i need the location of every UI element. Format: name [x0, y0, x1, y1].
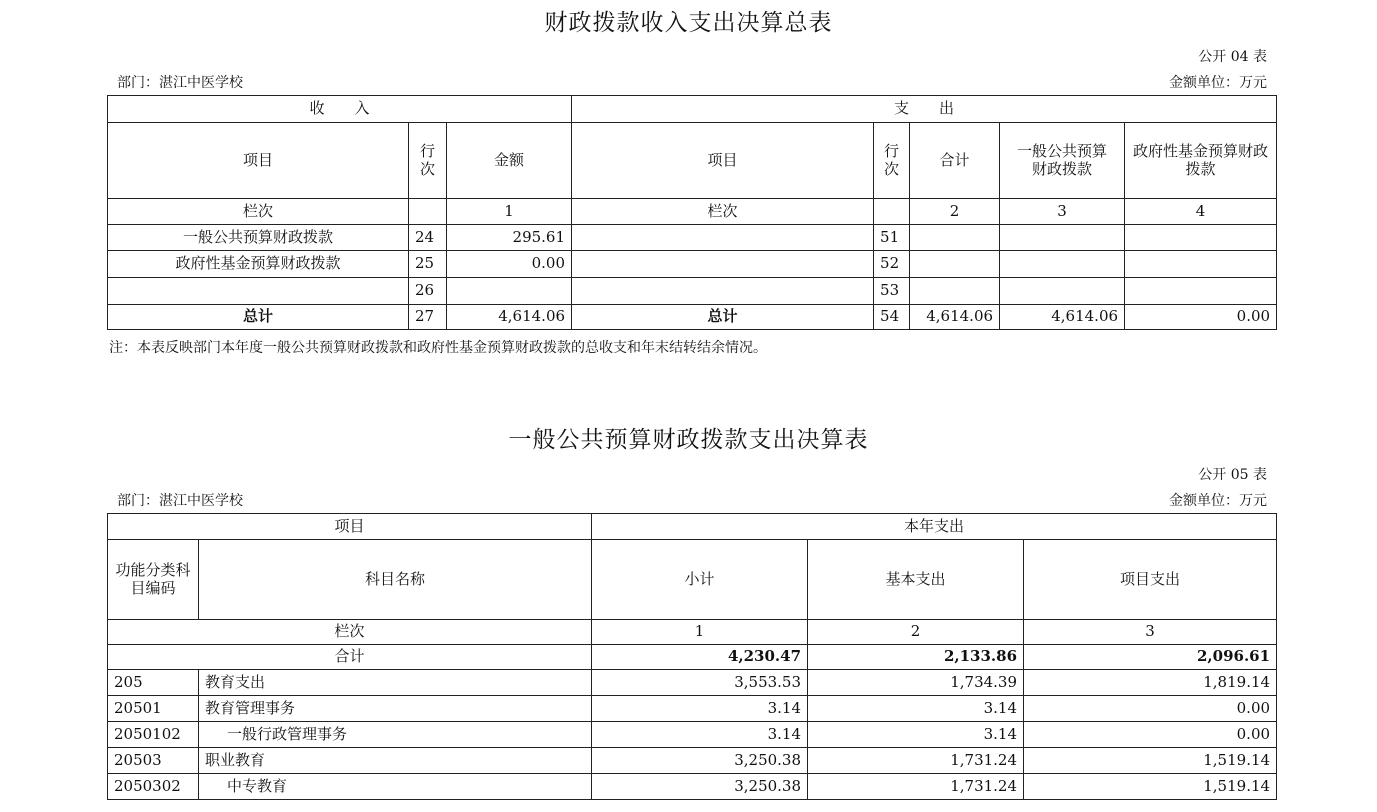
- project-value: 0.00: [1024, 696, 1277, 722]
- lanci-number: 4: [1125, 199, 1277, 225]
- lanci-number: 1: [447, 199, 572, 225]
- expense-fund-header: 政府性基金预算财政拨款: [1125, 123, 1277, 199]
- expense-row-number: 54: [874, 305, 910, 330]
- function-code: 20503: [108, 748, 199, 774]
- table2-department: 部门：湛江中医学校: [117, 493, 243, 509]
- expense-general: [1000, 278, 1125, 305]
- expense-total-header: 合计: [910, 123, 1000, 199]
- lanci-number: 1: [592, 620, 808, 645]
- subtotal-value: 3,250.38: [592, 748, 808, 774]
- expense-total: [910, 278, 1000, 305]
- table-row-total: [108, 305, 1277, 330]
- income-item: 政府性基金预算财政拨款: [108, 251, 409, 278]
- subject-name-header: 科目名称: [199, 540, 592, 620]
- project-value: 1,519.14: [1024, 774, 1277, 800]
- table1-title: 财政拨款收入支出决算总表: [544, 10, 833, 36]
- expense-total: [910, 251, 1000, 278]
- income-header: 收 入: [108, 96, 572, 123]
- item-header: 项目: [108, 514, 592, 540]
- lanci-number: 2: [808, 620, 1024, 645]
- table1-note: 注：本表反映部门本年度一般公共预算财政拨款和政府性基金预算财政拨款的总收支和年末结转结余情况。: [109, 340, 767, 356]
- table1-summary: [107, 95, 1277, 330]
- income-item-header: 项目: [108, 123, 409, 199]
- income-row-number: 24: [409, 225, 447, 251]
- expense-general: [1000, 225, 1125, 251]
- lanci-label: 栏次: [108, 620, 592, 645]
- basic-spend-header: 基本支出: [808, 540, 1024, 620]
- expense-row-number: 52: [874, 251, 910, 278]
- income-row-number: 27: [409, 305, 447, 330]
- function-code: 2050302: [108, 774, 199, 800]
- basic-value: 3.14: [808, 722, 1024, 748]
- expense-total: [910, 225, 1000, 251]
- expense-row-header: 行次: [874, 123, 910, 199]
- expense-fund: [1125, 225, 1277, 251]
- total-label: 合计: [108, 645, 592, 670]
- expense-fund: [1125, 251, 1277, 278]
- subtotal-value: 3,250.38: [592, 774, 808, 800]
- income-grand-total-label: 总计: [108, 305, 409, 330]
- lanci-number: 2: [910, 199, 1000, 225]
- table2-title: 一般公共预算财政拨款支出决算表: [508, 427, 869, 453]
- table1-department: 部门：湛江中医学校: [117, 75, 243, 91]
- function-code-header: 功能分类科目编码: [108, 540, 199, 620]
- table-row: [108, 774, 1277, 800]
- table2-code: 公开 05 表: [1198, 467, 1267, 483]
- expense-fund: [1125, 278, 1277, 305]
- table2-expenditure: [107, 513, 1277, 800]
- expense-item-header: 项目: [572, 123, 874, 199]
- project-value: 1,519.14: [1024, 748, 1277, 774]
- table-row: [108, 696, 1277, 722]
- lanci-label: 栏次: [108, 199, 409, 225]
- total-basic: 2,133.86: [808, 645, 1024, 670]
- expense-item: [572, 251, 874, 278]
- expense-row-number: 51: [874, 225, 910, 251]
- income-amount: [447, 278, 572, 305]
- subtotal-value: 3.14: [592, 722, 808, 748]
- table-row: [108, 670, 1277, 696]
- project-value: 1,819.14: [1024, 670, 1277, 696]
- project-spend-header: 项目支出: [1024, 540, 1277, 620]
- basic-value: 1,731.24: [808, 748, 1024, 774]
- lanci-number: 3: [1024, 620, 1277, 645]
- income-amount-header: 金额: [447, 123, 572, 199]
- expense-item: [572, 278, 874, 305]
- income-row-number: 25: [409, 251, 447, 278]
- subject-name: 一般行政管理事务: [199, 722, 592, 748]
- function-code: 2050102: [108, 722, 199, 748]
- total-subtotal: 4,230.47: [592, 645, 808, 670]
- income-item: 一般公共预算财政拨款: [108, 225, 409, 251]
- table-row: [108, 722, 1277, 748]
- current-year-spend-header: 本年支出: [592, 514, 1277, 540]
- subject-name: 职业教育: [199, 748, 592, 774]
- income-grand-total: 4,614.06: [447, 305, 572, 330]
- subtotal-value: 3.14: [592, 696, 808, 722]
- table1-unit: 金额单位：万元: [1169, 75, 1267, 91]
- expense-grand-total-label: 总计: [572, 305, 874, 330]
- income-amount: 295.61: [447, 225, 572, 251]
- expense-fund-total: 0.00: [1125, 305, 1277, 330]
- basic-value: 1,731.24: [808, 774, 1024, 800]
- income-row-header: 行次: [409, 123, 447, 199]
- table-row: [108, 748, 1277, 774]
- expense-row-number: 53: [874, 278, 910, 305]
- table-row: [108, 225, 1277, 251]
- expense-general-header: 一般公共预算财政拨款: [1000, 123, 1125, 199]
- table2-unit: 金额单位：万元: [1169, 493, 1267, 509]
- subject-name: 中专教育: [199, 774, 592, 800]
- basic-value: 1,734.39: [808, 670, 1024, 696]
- basic-value: 3.14: [808, 696, 1024, 722]
- expense-item: [572, 225, 874, 251]
- table-row-total: [108, 645, 1277, 670]
- subject-name: 教育支出: [199, 670, 592, 696]
- table-row: [108, 278, 1277, 305]
- subject-name: 教育管理事务: [199, 696, 592, 722]
- subtotal-value: 3,553.53: [592, 670, 808, 696]
- table-row: [108, 251, 1277, 278]
- expense-grand-total: 4,614.06: [910, 305, 1000, 330]
- table1-code: 公开 04 表: [1198, 49, 1267, 65]
- income-row-number: 26: [409, 278, 447, 305]
- function-code: 20501: [108, 696, 199, 722]
- project-value: 0.00: [1024, 722, 1277, 748]
- income-amount: 0.00: [447, 251, 572, 278]
- expense-header: 支 出: [572, 96, 1277, 123]
- lanci-label: 栏次: [572, 199, 874, 225]
- lanci-number: 3: [1000, 199, 1125, 225]
- expense-general-total: 4,614.06: [1000, 305, 1125, 330]
- subtotal-header: 小计: [592, 540, 808, 620]
- income-item: [108, 278, 409, 305]
- function-code: 205: [108, 670, 199, 696]
- expense-general: [1000, 251, 1125, 278]
- total-project: 2,096.61: [1024, 645, 1277, 670]
